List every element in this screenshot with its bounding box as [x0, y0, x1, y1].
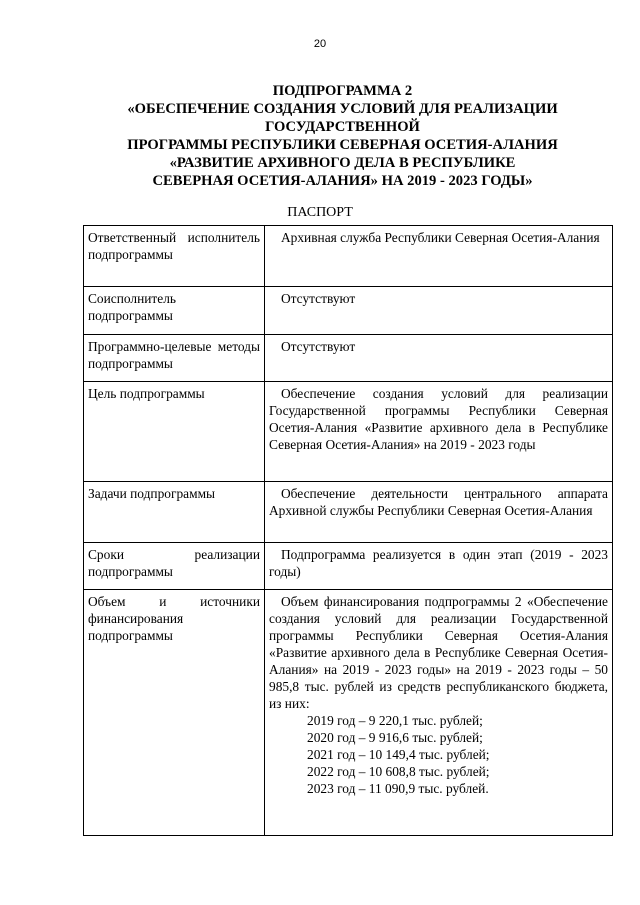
row-label: Цель подпрограммы [84, 382, 265, 482]
table-row [84, 590, 613, 836]
table-row [84, 382, 613, 482]
list-item: 2019 год – 9 220,1 тыс. рублей; [307, 713, 483, 728]
row-label: Сроки реализации подпрограммы [84, 543, 265, 590]
subprogram-title [80, 82, 605, 190]
list-item: 2021 год – 10 149,4 тыс. рублей; [307, 747, 490, 762]
table-row [84, 226, 613, 287]
list-item: 2023 год – 11 090,9 тыс. рублей. [307, 781, 489, 796]
row-value: Архивная служба Республики Северная Осетия-Алания [265, 226, 613, 287]
row-label: Объем и источники финансирования подпрограммы [84, 590, 265, 836]
list-item: 2020 год – 9 916,6 тыс. рублей; [307, 730, 483, 745]
table-row [84, 335, 613, 382]
financing-years-list [269, 712, 608, 797]
table-row [84, 287, 613, 335]
passport-table [83, 225, 613, 836]
table-row [84, 543, 613, 590]
row-value [265, 590, 613, 836]
list-item: 2022 год – 10 608,8 тыс. рублей; [307, 764, 490, 779]
row-label: Ответственный исполнитель подпрограммы [84, 226, 265, 287]
row-value: Подпрограмма реализуется в один этап (2019 - 2023 годы) [265, 543, 613, 590]
row-value: Отсутствуют [265, 335, 613, 382]
row-value: Обеспечение деятельности центрального аппарата Архивной службы Республики Северная Осетия-Алания [265, 482, 613, 543]
table-row [84, 482, 613, 543]
title-line: ПОДПРОГРАММА 2 [272, 83, 413, 99]
row-label: Задачи подпрограммы [84, 482, 265, 543]
row-value: Отсутствуют [265, 287, 613, 335]
row-label: Программно-целевые методы подпрограммы [84, 335, 265, 382]
title-line: ГОСУДАРСТВЕННОЙ [265, 119, 420, 135]
financing-text: Объем финансирования подпрограммы 2 «Обеспечение создания условий для реализации Государственной программы Республики Северная Осетия-Алания «Развитие архивного дела в Республике Северная Осетия-Алания» на 2019 - 2023 годы» на 2019 - 2023 годы – 50 985,8 тыс. рублей из средств республиканского бюджета, из них: [269, 594, 608, 711]
page-number: 20 [313, 38, 327, 50]
title-line: СЕВЕРНАЯ ОСЕТИЯ-АЛАНИЯ» НА 2019 - 2023 ГОДЫ» [152, 173, 533, 189]
row-value: Обеспечение создания условий для реализации Государственной программы Республики Северная Осетия-Алания «Развитие архивного дела в Республике Северная Осетия-Алания» на 2019 - 2023 годы [265, 382, 613, 482]
title-line: «ОБЕСПЕЧЕНИЕ СОЗДАНИЯ УСЛОВИЙ ДЛЯ РЕАЛИЗАЦИИ [127, 101, 558, 117]
row-label: Соисполнитель подпрограммы [84, 287, 265, 335]
title-line: «РАЗВИТИЕ АРХИВНОГО ДЕЛА В РЕСПУБЛИКЕ [169, 155, 516, 171]
title-line: ПРОГРАММЫ РЕСПУБЛИКИ СЕВЕРНАЯ ОСЕТИЯ-АЛАНИЯ [127, 137, 558, 153]
passport-heading: ПАСПОРТ [287, 205, 353, 220]
